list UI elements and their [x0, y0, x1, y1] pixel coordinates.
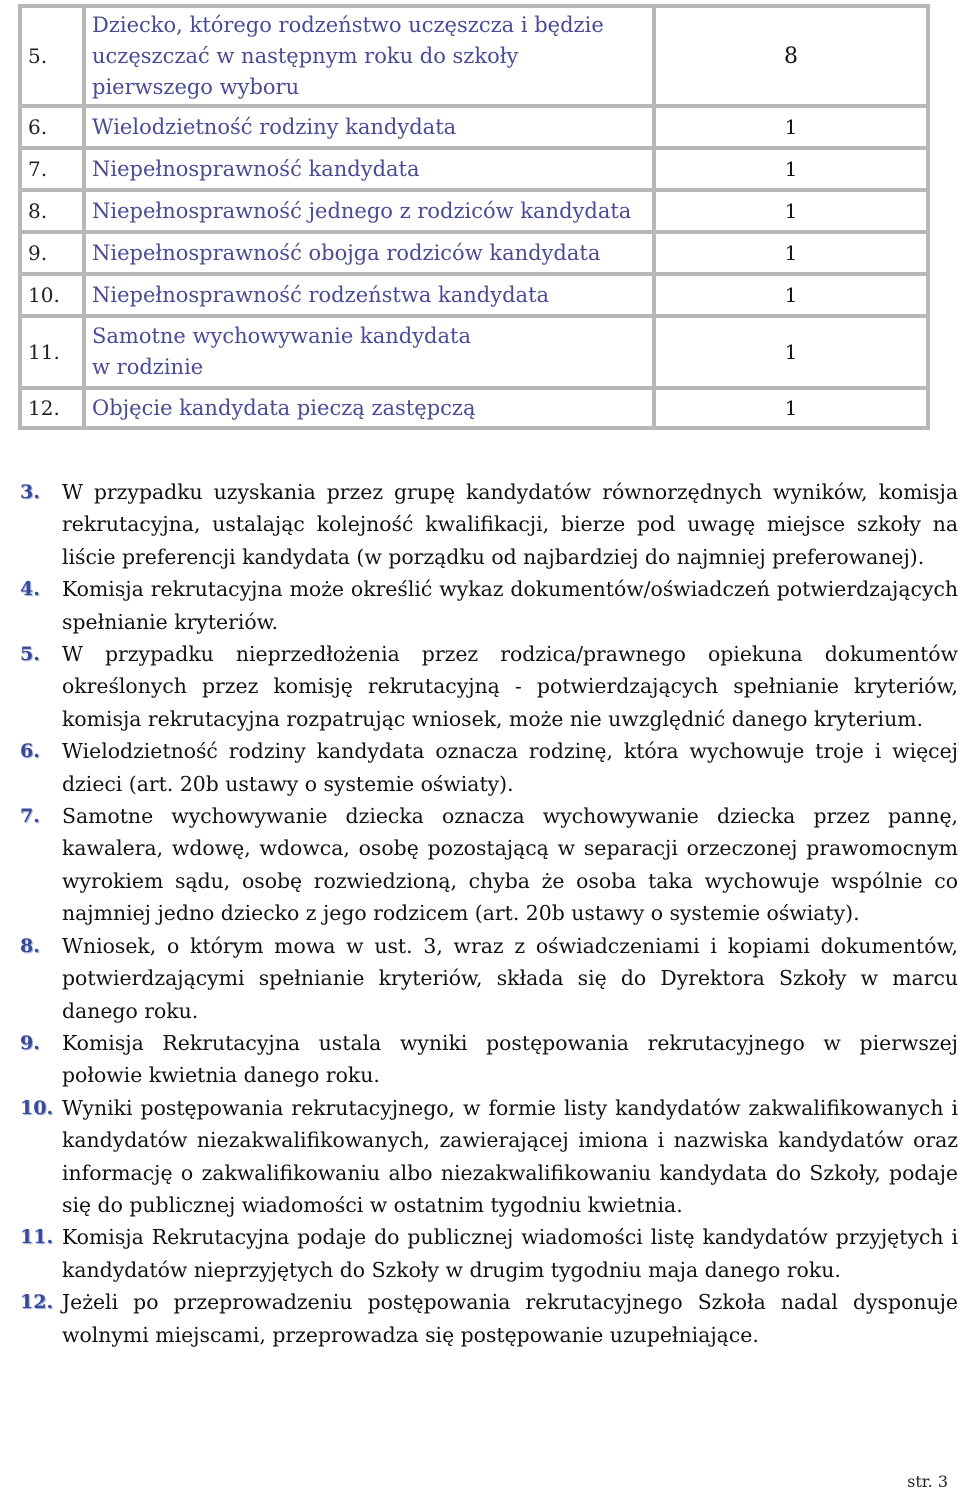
- list-item: [20, 476, 958, 573]
- table-row: [20, 6, 928, 106]
- row-number: 10.: [20, 274, 84, 316]
- rule-number: 11.: [20, 1226, 54, 1249]
- rule-text: Komisja Rekrutacyjna ustala wyniki postępowania rekrutacyjnego w pierwszej połowie kwietnia danego roku.: [62, 1030, 958, 1088]
- criterion-description: Niepełnosprawność kandydata: [84, 148, 654, 190]
- rule-text: Wielodzietność rodziny kandydata oznacza rodzinę, która wychowuje troje i więcej dzieci (art. 20b ustawy o systemie oświaty).: [62, 739, 958, 796]
- row-number: 11.: [20, 316, 84, 388]
- table-row: [20, 232, 928, 274]
- list-item: [20, 638, 958, 735]
- criterion-description: Wielodzietność rodziny kandydata: [84, 106, 654, 148]
- rule-text: Komisja rekrutacyjna może określić wykaz dokumentów/oświadczeń potwierdzających spełnianie kryteriów.: [62, 577, 958, 634]
- table-row: [20, 316, 928, 388]
- table-row: [20, 148, 928, 190]
- criterion-description: Objęcie kandydata pieczą zastępczą: [84, 388, 654, 428]
- criterion-description: Samotne wychowywanie kandydata w rodzinie: [84, 316, 654, 388]
- table-row: [20, 274, 928, 316]
- criterion-description: Niepełnosprawność obojga rodziców kandydata: [84, 232, 654, 274]
- rule-text: Jeżeli po przeprowadzeniu postępowania rekrutacyjnego Szkoła nadal dysponuje wolnymi miejscami, przeprowadza się postępowanie uzupełniające.: [62, 1290, 958, 1347]
- list-item: [20, 800, 958, 930]
- criterion-description: Dziecko, którego rodzeństwo uczęszcza i będzie uczęszczać w następnym roku do szkoły pierwszego wyboru: [84, 6, 654, 106]
- rule-number: 12.: [20, 1291, 54, 1314]
- rule-text: Komisja Rekrutacyjna podaje do publicznej wiadomości listę kandydatów przyjętych i kandydatów nieprzyjętych do Szkoły w drugim tygodniu maja danego roku.: [62, 1225, 958, 1282]
- criteria-table: [18, 4, 930, 430]
- rule-text: W przypadku nieprzedłożenia przez rodzica/prawnego opiekuna dokumentów określonych przez komisję rekrutacyjną - potwierdzających spełnianie kryteriów, komisja rekrutacyjna rozpatrując wniosek, może nie uwzględnić danego kryterium.: [62, 642, 958, 731]
- criterion-description: Niepełnosprawność jednego z rodziców kandydata: [84, 190, 654, 232]
- rule-number: 4.: [20, 578, 40, 601]
- row-number: 6.: [20, 106, 84, 148]
- list-item: [20, 930, 958, 1027]
- rule-number: 8.: [20, 934, 40, 957]
- criterion-points: 1: [654, 232, 928, 274]
- list-item: [20, 573, 958, 638]
- rules-list: [20, 476, 958, 1351]
- criterion-points: 1: [654, 148, 928, 190]
- row-number: 8.: [20, 190, 84, 232]
- rule-text: Samotne wychowywanie dziecka oznacza wychowywanie dziecka przez pannę, kawalera, wdowę, wdowca, osobę pozostającą w separacji orzeczonej prawomocnym wyrokiem sądu, osobę rozwiedzioną, chyba że osoba taka wychowuje wspólnie co najmniej jedno dziecko z jego rodzicem (art. 20b ustawy o systemie oświaty).: [62, 804, 958, 926]
- rule-text: W przypadku uzyskania przez grupę kandydatów równorzędnych wyników, komisja rekrutacyjna, ustalając kolejność kwalifikacji, bierze pod uwagę miejsce szkoły na liście preferencji kandydata (w porządku od najbardziej do najmniej preferowanej).: [62, 480, 958, 569]
- table-row: [20, 388, 928, 428]
- criterion-description: Niepełnosprawność rodzeństwa kandydata: [84, 274, 654, 316]
- row-number: 7.: [20, 148, 84, 190]
- page-number: str. 3: [907, 1472, 948, 1491]
- list-item: [20, 1092, 958, 1222]
- rule-text: Wyniki postępowania rekrutacyjnego, w formie listy kandydatów zakwalifikowanych i kandydatów niezakwalifikowanych, zawierającej imiona i nazwiska kandydatów oraz informację o zakwalifikowaniu albo niezakwalifikowaniu kandydata do Szkoły, podaje się do publicznej wiadomości w ostatnim tygodniu kwietnia.: [62, 1095, 958, 1217]
- rule-number: 3.: [20, 481, 40, 503]
- table-row: [20, 190, 928, 232]
- list-item: [20, 735, 958, 800]
- rule-number: 5.: [20, 643, 40, 666]
- row-number: 9.: [20, 232, 84, 274]
- rule-text: Wniosek, o którym mowa w ust. 3, wraz z oświadczeniami i kopiami dokumentów, potwierdzającymi spełnianie kryteriów, składa się do Dyrektora Szkoły w marcu danego roku.: [62, 933, 958, 1023]
- rule-number: 6.: [20, 740, 40, 763]
- table-row: [20, 106, 928, 148]
- criterion-points: 1: [654, 274, 928, 316]
- list-item: [20, 1286, 958, 1351]
- row-number: 12.: [20, 388, 84, 428]
- criterion-points: 8: [654, 6, 928, 106]
- criterion-points: 1: [654, 388, 928, 428]
- rule-number: 10.: [20, 1096, 54, 1119]
- criteria-table-wrapper: [18, 4, 930, 430]
- criterion-points: 1: [654, 316, 928, 388]
- list-item: [20, 1221, 958, 1286]
- rule-number: 7.: [20, 805, 40, 828]
- criterion-points: 1: [654, 106, 928, 148]
- row-number: 5.: [20, 6, 84, 106]
- criterion-points: 1: [654, 190, 928, 232]
- list-item: [20, 1027, 958, 1092]
- rule-number: 9.: [20, 1031, 40, 1054]
